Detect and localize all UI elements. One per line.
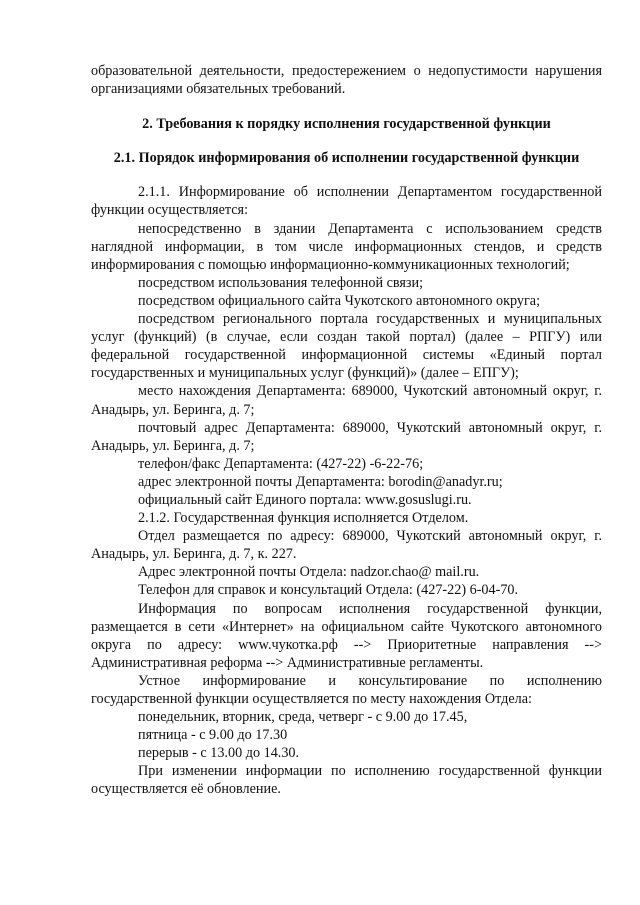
paragraph-phone: посредством использования телефонной связи;: [138, 274, 424, 291]
paragraph-2-1-2: 2.1.2. Государственная функция исполняется Отделом.: [138, 510, 469, 527]
subsection-heading: 2.1. Порядок информирования об исполнении государственной функции: [113, 150, 580, 167]
paragraph-department-email: Адрес электронной почты Отдела: nadzor.chao@ mail.ru.: [138, 564, 480, 581]
paragraph-department-phone: Телефон для справок и консультаций Отдела: (427-22) 6-04-70.: [138, 582, 519, 599]
schedule-friday: пятница - с 9.00 до 17.30: [138, 727, 288, 744]
intro-paragraph: образовательной деятельности, предостережением о недопустимости нарушения организациями обязательных требований.: [91, 63, 602, 98]
schedule-break: перерыв - с 13.00 до 14.30.: [138, 745, 300, 762]
paragraph-phone-fax: телефон/факс Департамента: (427-22) -6-22-76;: [138, 455, 424, 472]
paragraph-in-building: непосредственно в здании Департамента с использованием средств наглядной информации, в том числе информационных стендов, и средств информирования с помощью информационно-коммуникационных технологий;: [91, 220, 602, 273]
paragraph-postal-address: почтовый адрес Департамента: 689000, Чукотский автономный округ, г. Анадырь, ул. Беринга, д. 7;: [91, 419, 602, 454]
paragraph-location: место нахождения Департамента: 689000, Чукотский автономный округ, г. Анадырь, ул. Беринга, д. 7;: [91, 383, 602, 418]
paragraph-2-1-1: 2.1.1. Информирование об исполнении Департаментом государственной функции осуществляется:: [91, 184, 602, 219]
paragraph-official-site: посредством официального сайта Чукотского автономного округа;: [138, 292, 541, 309]
paragraph-email: адрес электронной почты Департамента: borodin@anadyr.ru;: [138, 473, 503, 490]
schedule-weekdays: понедельник, вторник, среда, четверг - с 9.00 до 17.45,: [138, 709, 468, 726]
paragraph-oral-info: Устное информирование и консультирование по исполнению государственной функции осуществляется по месту нахождения Отдела:: [91, 672, 602, 707]
paragraph-internet-info: Информация по вопросам исполнения государственной функции, размещается в сети «Интернет» на официальном сайте Чукотского автономного округа по адресу: www.чукотка.рф --> Приоритетные направления --> Административная реформа --> Административные регламенты.: [91, 600, 602, 671]
paragraph-department-address: Отдел размещается по адресу: 689000, Чукотский автономный округ, г. Анадырь, ул. Беринга, д. 7, к. 227.: [91, 528, 602, 563]
paragraph-gosuslugi: официальный сайт Единого портала: www.gosuslugi.ru.: [138, 491, 472, 508]
paragraph-regional-portal: посредством регионального портала государственных и муниципальных услуг (функций) (в случае, если создан такой портал) (далее – РПГУ) или федеральной государственной информационной системы «Единый портал государственных и муниципальных услуг (функций)» (далее – ЕПГУ);: [91, 311, 602, 382]
paragraph-update: При изменении информации по исполнению государственной функции осуществляется её обновление.: [91, 763, 602, 798]
document-page: [91, 62, 602, 799]
section-heading: 2. Требования к порядку исполнения государственной функции: [142, 116, 551, 133]
